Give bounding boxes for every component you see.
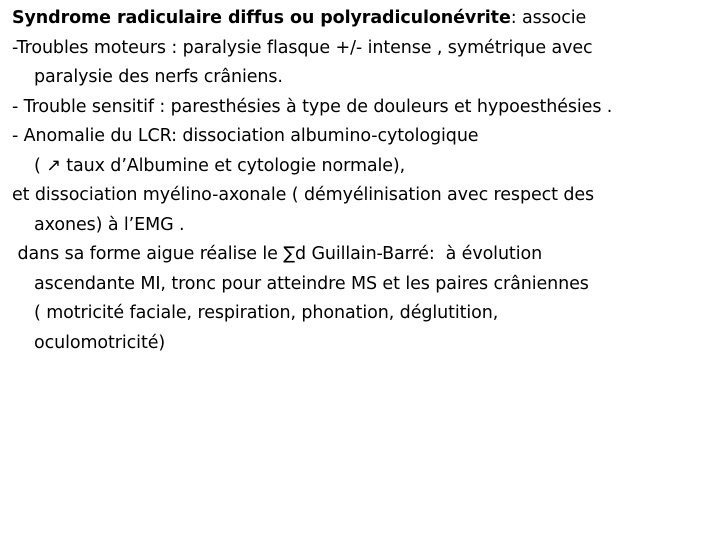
guillain-barre-continuation-2: ( motricité faciale, respiration, phonation, déglutition, xyxy=(34,303,499,323)
lcr-anomaly-line: - Anomalie du LCR: dissociation albumino-cytologique xyxy=(12,126,479,146)
motor-troubles-line: -Troubles moteurs : paralysie flasque +/- intense , symétrique avec xyxy=(12,37,593,58)
lcr-anomaly-detail: ( ↗ taux d’Albumine et cytologie normale), xyxy=(34,155,406,176)
myelin-axonal-continuation: axones) à l’EMG . xyxy=(34,214,185,235)
guillain-barre-continuation-1: ascendante MI, tronc pour atteindre MS et les paires crâniennes xyxy=(34,273,589,294)
syndrome-title-suffix: : associe xyxy=(510,8,587,28)
sensory-trouble-line: - Trouble sensitif : paresthésies à type de douleurs et hypoesthésies . xyxy=(12,96,613,117)
guillain-barre-line: dans sa forme aigue réalise le ∑d Guillain-Barré: à évolution xyxy=(12,244,543,264)
heading-line xyxy=(12,4,712,34)
myelin-axonal-line: et dissociation myélino-axonale ( démyélinisation avec respect des xyxy=(12,185,595,205)
syndrome-title: Syndrome radiculaire diffus ou polyradiculonévrite xyxy=(12,8,511,28)
guillain-barre-continuation-3: oculomotricité) xyxy=(34,332,166,353)
motor-troubles-continuation: paralysie des nerfs crâniens. xyxy=(34,67,283,87)
slide-body xyxy=(12,4,712,358)
